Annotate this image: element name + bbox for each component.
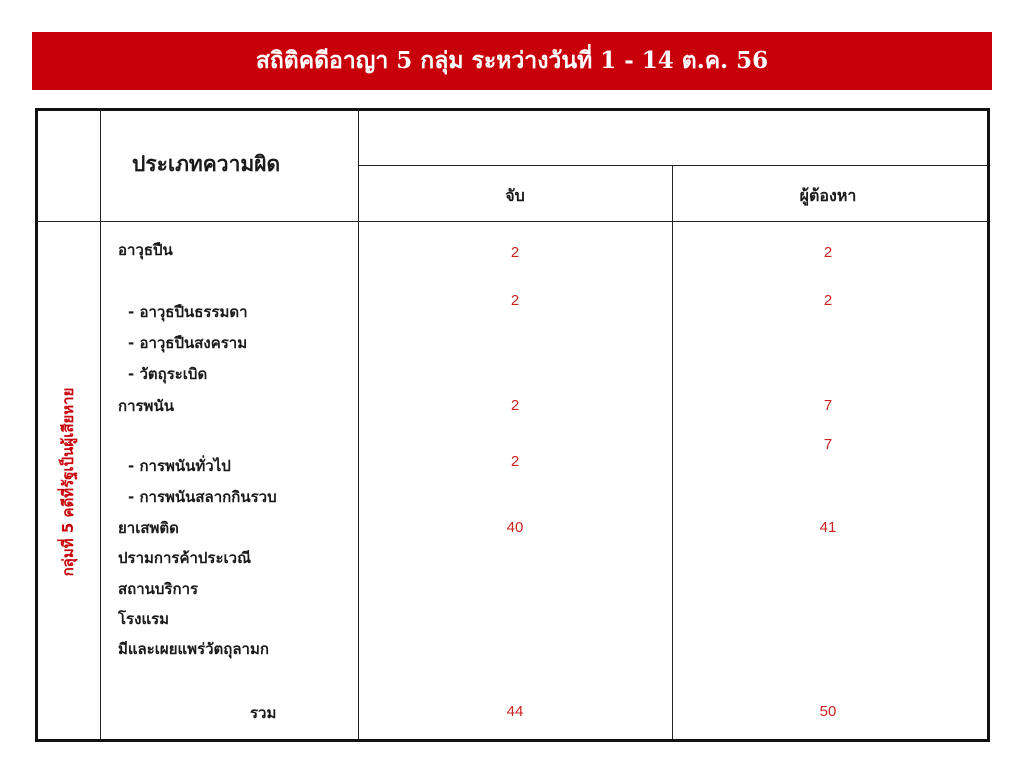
suspects-value: 7 xyxy=(823,397,833,414)
arrest-value: 40 xyxy=(506,519,524,536)
column-header-arrest: จับ xyxy=(505,186,525,205)
row-label: ยาเสพติด xyxy=(118,519,179,537)
suspects-value: 2 xyxy=(823,292,833,309)
row-label: สถานบริการ xyxy=(118,580,199,598)
group-label-text: กลุ่มที่ 5 คดีที่รัฐเป็นผู้เสียหาย xyxy=(59,387,77,577)
row-label: - อาวุธปืนธรรมดา xyxy=(128,303,248,321)
row-label: - อาวุธปืนสงคราม xyxy=(128,334,248,352)
arrest-value: 2 xyxy=(510,397,520,414)
suspects-value: 41 xyxy=(819,519,837,536)
divider-group-column xyxy=(100,110,101,739)
row-label: - การพนันทั่วไป xyxy=(128,457,231,475)
row-label: การพนัน xyxy=(118,397,174,415)
category-header: ประเภทความผิด xyxy=(132,152,281,176)
column-header-suspects: ผู้ต้องหา xyxy=(799,186,857,205)
suspects-value: 2 xyxy=(823,244,833,261)
row-label: ปรามการค้าประเวณี xyxy=(118,549,252,567)
arrest-value: 2 xyxy=(510,244,520,261)
total-label: รวม xyxy=(250,704,277,722)
suspects-value: 7 xyxy=(823,436,833,453)
divider-category-column xyxy=(358,110,359,739)
row-label: - การพนันสลากกินรวบ xyxy=(128,488,277,506)
divider-values-column xyxy=(672,166,673,739)
divider-header-bottom xyxy=(37,221,988,222)
arrest-value: 2 xyxy=(510,292,520,309)
row-label: - วัตถุระเบิด xyxy=(128,365,208,383)
suspects-total: 50 xyxy=(819,703,837,720)
slide-title: สถิติคดีอาญา 5 กลุ่ม ระหว่างวันที่ 1 - 14 ต.ค. 56 xyxy=(32,32,992,90)
divider-header-sub xyxy=(358,165,988,166)
arrest-total: 44 xyxy=(506,703,524,720)
row-label: โรงแรม xyxy=(118,610,170,628)
arrest-value: 2 xyxy=(510,453,520,470)
row-label: อาวุธปืน xyxy=(118,241,173,259)
row-label: มีและเผยแพร่วัตถุลามก xyxy=(118,640,269,658)
